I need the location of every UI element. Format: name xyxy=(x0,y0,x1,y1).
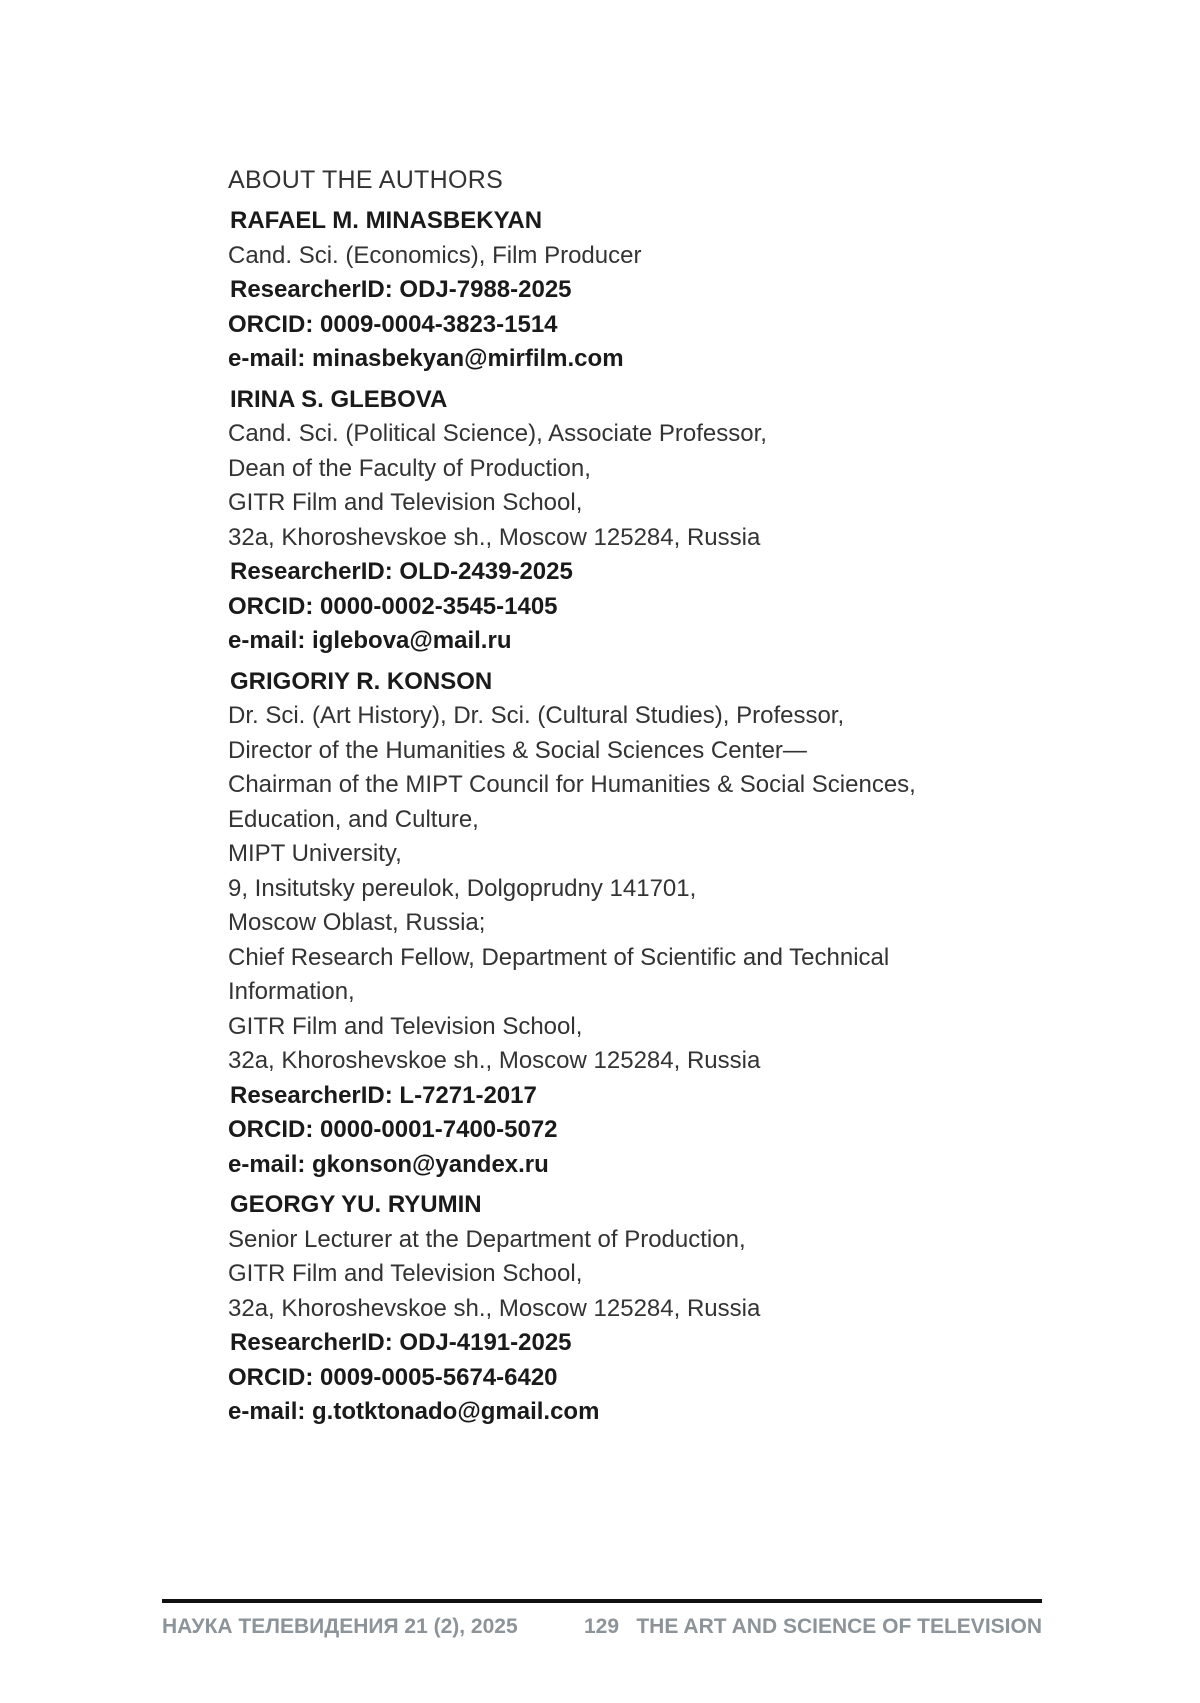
author-affiliation-line: 9, Insitutsky pereulok, Dolgoprudny 141701, xyxy=(228,872,988,907)
page-footer xyxy=(162,1615,1042,1647)
email: e-mail: gkonson@yandex.ru xyxy=(228,1148,988,1183)
author-affiliation-line: Director of the Humanities & Social Sciences Center— xyxy=(228,734,988,769)
author-affiliation-line: Moscow Oblast, Russia; xyxy=(228,906,988,941)
page-number: 129 xyxy=(584,1615,619,1639)
authors-section xyxy=(228,162,988,1436)
author-affiliation-line: Dean of the Faculty of Production, xyxy=(228,452,988,487)
author-affiliation-line: 32a, Khoroshevskoe sh., Moscow 125284, Russia xyxy=(228,521,988,556)
author-affiliation-line: Senior Lecturer at the Department of Production, xyxy=(228,1223,988,1258)
author-affiliation-line: Chairman of the MIPT Council for Humanities & Social Sciences, xyxy=(228,768,988,803)
author-block xyxy=(228,204,988,377)
author-block xyxy=(228,665,988,1183)
journal-title-english: THE ART AND SCIENCE OF TELEVISION xyxy=(636,1615,1042,1639)
footer-divider xyxy=(162,1599,1042,1603)
author-affiliation-line: MIPT University, xyxy=(228,837,988,872)
author-name: RAFAEL M. MINASBEKYAN xyxy=(230,204,988,239)
author-affiliation-line: 32a, Khoroshevskoe sh., Moscow 125284, Russia xyxy=(228,1292,988,1327)
author-block xyxy=(228,1188,988,1430)
author-name: GEORGY YU. RYUMIN xyxy=(230,1188,988,1223)
author-name: IRINA S. GLEBOVA xyxy=(230,383,988,418)
journal-title-russian: НАУКА ТЕЛЕВИДЕНИЯ 21 (2), 2025 xyxy=(162,1615,518,1639)
author-affiliation-line: Education, and Culture, xyxy=(228,803,988,838)
author-affiliation-line: Dr. Sci. (Art History), Dr. Sci. (Cultural Studies), Professor, xyxy=(228,699,988,734)
author-block xyxy=(228,383,988,659)
email: e-mail: g.totktonado@gmail.com xyxy=(228,1395,988,1430)
author-name: GRIGORIY R. KONSON xyxy=(230,665,988,700)
researcher-id: ResearcherID: L-7271-2017 xyxy=(230,1079,988,1114)
author-affiliation-line: Cand. Sci. (Political Science), Associate Professor, xyxy=(228,417,988,452)
author-affiliation-line: 32a, Khoroshevskoe sh., Moscow 125284, Russia xyxy=(228,1044,988,1079)
author-affiliation-line: Chief Research Fellow, Department of Scientific and Technical xyxy=(228,941,988,976)
orcid: ORCID: 0000-0001-7400-5072 xyxy=(228,1113,988,1148)
author-affiliation-line: GITR Film and Television School, xyxy=(228,1010,988,1045)
email: e-mail: iglebova@mail.ru xyxy=(228,624,988,659)
researcher-id: ResearcherID: ODJ-7988-2025 xyxy=(230,273,988,308)
author-affiliation-line: Cand. Sci. (Economics), Film Producer xyxy=(228,239,988,274)
orcid: ORCID: 0009-0005-5674-6420 xyxy=(228,1361,988,1396)
orcid: ORCID: 0000-0002-3545-1405 xyxy=(228,590,988,625)
orcid: ORCID: 0009-0004-3823-1514 xyxy=(228,308,988,343)
researcher-id: ResearcherID: ODJ-4191-2025 xyxy=(230,1326,988,1361)
researcher-id: ResearcherID: OLD-2439-2025 xyxy=(230,555,988,590)
author-affiliation-line: GITR Film and Television School, xyxy=(228,486,988,521)
section-heading: ABOUT THE AUTHORS xyxy=(228,162,988,198)
author-affiliation-line: Information, xyxy=(228,975,988,1010)
author-affiliation-line: GITR Film and Television School, xyxy=(228,1257,988,1292)
email: e-mail: minasbekyan@mirfilm.com xyxy=(228,342,988,377)
